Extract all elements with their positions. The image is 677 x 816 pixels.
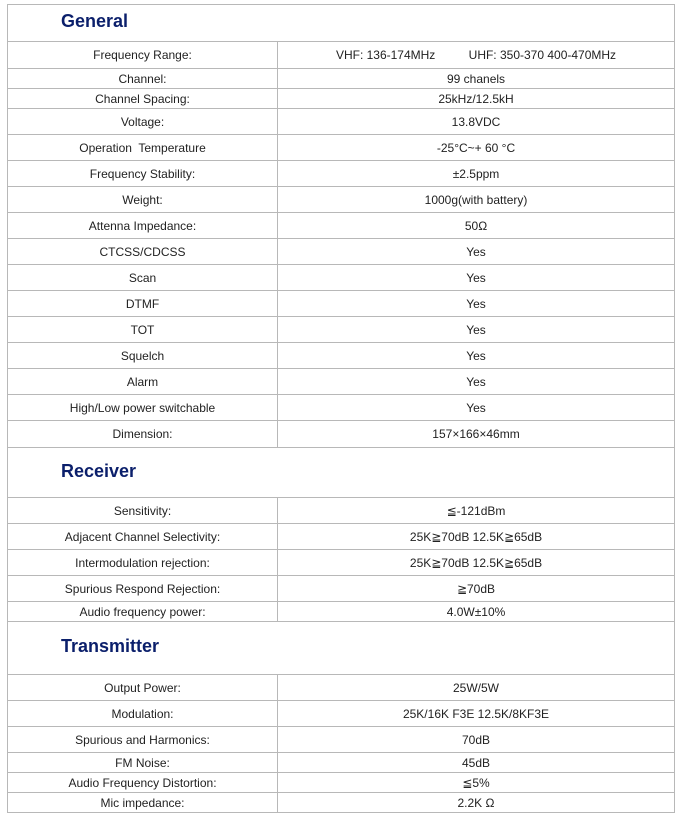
spec-label: Operation Temperature [8, 135, 278, 161]
section-title-receiver: Receiver [8, 448, 675, 498]
section-header-row [8, 448, 675, 498]
spec-label: Output Power: [8, 675, 278, 701]
spec-value: 25K/16K F3E 12.5K/8KF3E [278, 701, 675, 727]
spec-value: 13.8VDC [278, 109, 675, 135]
spec-row-mic-impedance [8, 793, 675, 813]
spec-value: 99 chanels [278, 69, 675, 89]
spec-value: 25K≧70dB 12.5K≧65dB [278, 550, 675, 576]
spec-label: Dimension: [8, 421, 278, 448]
spec-row-adjacent-channel-selectivity [8, 524, 675, 550]
spec-row-weight [8, 187, 675, 213]
spec-value: Yes [278, 317, 675, 343]
spec-row-alarm [8, 369, 675, 395]
spec-value: 25W/5W [278, 675, 675, 701]
spec-row-frequency-range [8, 42, 675, 69]
spec-value: 25kHz/12.5kH [278, 89, 675, 109]
spec-label: Adjacent Channel Selectivity: [8, 524, 278, 550]
spec-label: Modulation: [8, 701, 278, 727]
spec-row-dtmf [8, 291, 675, 317]
spec-label: DTMF [8, 291, 278, 317]
spec-row-scan [8, 265, 675, 291]
spec-value: Yes [278, 343, 675, 369]
spec-row-spurious-respond-rejection [8, 576, 675, 602]
spec-value: Yes [278, 265, 675, 291]
spec-label: Frequency Stability: [8, 161, 278, 187]
spec-row-output-power [8, 675, 675, 701]
spec-value: 1000g(with battery) [278, 187, 675, 213]
spec-row-ctcss-cdcss [8, 239, 675, 265]
spec-row-attenna-impedance [8, 213, 675, 239]
spec-row-squelch [8, 343, 675, 369]
spec-label: Intermodulation rejection: [8, 550, 278, 576]
spec-label: Audio frequency power: [8, 602, 278, 622]
spec-label: Frequency Range: [8, 42, 278, 69]
spec-value: Yes [278, 239, 675, 265]
spec-label: Channel: [8, 69, 278, 89]
spec-row-voltage [8, 109, 675, 135]
spec-label: Attenna Impedance: [8, 213, 278, 239]
spec-value: 45dB [278, 753, 675, 773]
spec-table-body [8, 5, 675, 813]
spec-label: Channel Spacing: [8, 89, 278, 109]
spec-value: Yes [278, 395, 675, 421]
spec-value: Yes [278, 291, 675, 317]
spec-value: ≦5% [278, 773, 675, 793]
spec-label: TOT [8, 317, 278, 343]
section-header-row [8, 622, 675, 675]
spec-row-intermodulation-rejection [8, 550, 675, 576]
spec-value: -25°C~+ 60 °C [278, 135, 675, 161]
spec-row-audio-frequency-distortion [8, 773, 675, 793]
spec-row-channel [8, 69, 675, 89]
section-title-transmitter: Transmitter [8, 622, 675, 675]
spec-label: Audio Frequency Distortion: [8, 773, 278, 793]
section-header-row [8, 5, 675, 42]
spec-row-tot [8, 317, 675, 343]
spec-row-sensitivity [8, 498, 675, 524]
spec-value: 157×166×46mm [278, 421, 675, 448]
spec-row-frequency-stability [8, 161, 675, 187]
spec-label: CTCSS/CDCSS [8, 239, 278, 265]
spec-label: High/Low power switchable [8, 395, 278, 421]
spec-row-spurious-harmonics [8, 727, 675, 753]
spec-label: Voltage: [8, 109, 278, 135]
spec-label: Spurious and Harmonics: [8, 727, 278, 753]
spec-label: Alarm [8, 369, 278, 395]
spec-label: Weight: [8, 187, 278, 213]
spec-row-operation-temperature [8, 135, 675, 161]
spec-label: Squelch [8, 343, 278, 369]
spec-value: 70dB [278, 727, 675, 753]
spec-row-power-switchable [8, 395, 675, 421]
spec-value: ≦-121dBm [278, 498, 675, 524]
spec-value: VHF: 136-174MHz UHF: 350-370 400-470MHz [278, 42, 675, 69]
spec-label: Mic impedance: [8, 793, 278, 813]
spec-row-dimension [8, 421, 675, 448]
spec-row-channel-spacing [8, 89, 675, 109]
spec-value: 50Ω [278, 213, 675, 239]
spec-row-fm-noise [8, 753, 675, 773]
spec-label: Spurious Respond Rejection: [8, 576, 278, 602]
spec-label: Scan [8, 265, 278, 291]
section-title-general: General [8, 5, 675, 42]
spec-label: Sensitivity: [8, 498, 278, 524]
spec-value: Yes [278, 369, 675, 395]
spec-value: 2.2K Ω [278, 793, 675, 813]
spec-value: 4.0W±10% [278, 602, 675, 622]
spec-row-audio-frequency-power [8, 602, 675, 622]
spec-value: ≧70dB [278, 576, 675, 602]
spec-value: 25K≧70dB 12.5K≧65dB [278, 524, 675, 550]
spec-table [7, 4, 675, 813]
spec-label: FM Noise: [8, 753, 278, 773]
spec-row-modulation [8, 701, 675, 727]
spec-value: ±2.5ppm [278, 161, 675, 187]
